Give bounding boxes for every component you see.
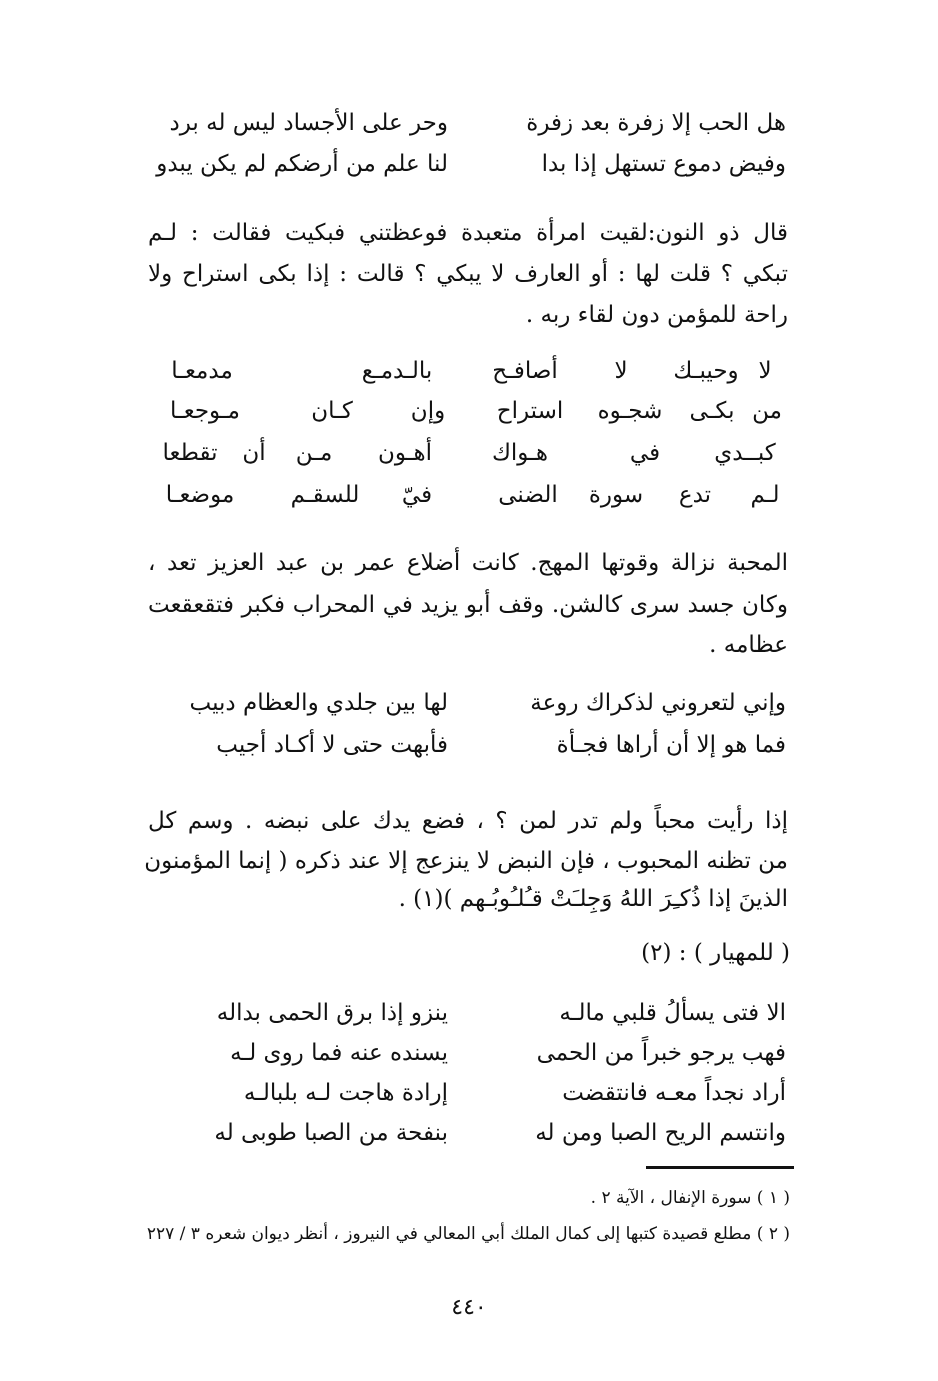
- footnote-2: ( ٢ ) مطلع قصيدة كتبها إلى كمال الملك أبي المعالي في النيروز ، أنظر ديوان شعره ٣ / ٢٢٧: [146, 1224, 790, 1244]
- verse-hemistich: فما هو إلا أن أراها فجـأة: [556, 732, 786, 758]
- verse-word: للسقـم: [290, 482, 360, 508]
- poet-attribution: ( للمهيار ) : (٢): [641, 940, 790, 966]
- verse-word: لا: [758, 358, 772, 384]
- verse-word: كـان: [311, 398, 353, 424]
- verse-word: استراح: [496, 398, 564, 424]
- verse-hemistich: لها بين جلدي والعظام دبيب: [189, 690, 448, 716]
- verse-word: سورة: [588, 482, 644, 508]
- verse-hemistich: ينزو إذا برق الحمى بداله: [216, 1000, 448, 1026]
- verse-hemistich: إرادة هاجت لـه بلبالـه: [243, 1080, 448, 1106]
- prose-line: الذينَ إذا ذُكـِرَ اللهُ وَجِلـَتْ قـُلـُوبُـهم )(١) .: [398, 886, 788, 912]
- verse-hemistich: وانتسم الريح الصبا ومن له: [535, 1120, 786, 1146]
- verse-hemistich: وفيض دموع تستهل إذا بدا: [541, 151, 786, 177]
- prose-line: المحبة نزالة وقوتها المهج. كانت أضلاع عمر بن عبد العزيز تعد ،: [148, 550, 788, 576]
- prose-line: وكان جسد سرى كالشن. وقف أبو يزيد في المحراب فكبر فتقعقعت: [148, 592, 788, 618]
- verse-word: مـن: [295, 440, 333, 466]
- verse-word: لا: [614, 358, 628, 384]
- footnote-separator: [646, 1166, 794, 1169]
- verse-word: في: [629, 440, 661, 466]
- verse-word: شجـوه: [597, 398, 663, 424]
- prose-line: إذا رأيت محباً ولم تدر لمن ؟ ، فضع يدك على نبضه . وسم كل: [148, 808, 788, 834]
- verse-hemistich: لنا علم من أرضكم لم يكن يبدو: [156, 151, 448, 177]
- verse-hemistich: وإني لتعروني لذكراك روعة: [530, 690, 786, 716]
- verse-word: مدمعـا: [171, 358, 233, 384]
- verse-hemistich: الا فتى يسألُ قلبي مالـه: [559, 1000, 786, 1026]
- verse-word: موضعـا: [165, 482, 235, 508]
- verse-word: تدع: [678, 482, 712, 508]
- verse-word: الضنى: [498, 482, 558, 508]
- verse-word: من: [752, 398, 782, 424]
- verse-word: هـواك: [491, 440, 549, 466]
- prose-line: تبكي ؟ قلت لها : أو العارف لا يبكي ؟ قالت : إذا بكى استراح ولا: [148, 261, 788, 287]
- verse-word: وحيبـك: [673, 358, 739, 384]
- verse-word: كبــدي: [714, 440, 776, 466]
- verse-word: بكـى: [689, 398, 735, 424]
- verse-hemistich: أراد نجداً معـه فانتقضت: [562, 1080, 786, 1106]
- verse-hemistich: وحر على الأجساد ليس له برد: [169, 110, 448, 136]
- verse-word: وإن: [410, 398, 446, 424]
- verse-word: أهـون: [377, 440, 433, 466]
- verse-word: مـوجعـا: [170, 398, 240, 424]
- verse-word: تقطعا: [162, 440, 218, 466]
- verse-word: فيّ: [401, 482, 433, 508]
- verse-hemistich: فأبهت حتى لا أكـاد أجيب: [216, 732, 448, 758]
- verse-hemistich: فهب يرجو خبراً من الحمى: [536, 1040, 786, 1066]
- prose-line: راحة للمؤمن دون لقاء ربه .: [525, 302, 788, 328]
- prose-line: عظامه .: [709, 632, 788, 658]
- verse-hemistich: يسنده عنه فما روى لـه: [230, 1040, 448, 1066]
- verse-word: لـم: [750, 482, 780, 508]
- verse-word: أن: [242, 440, 266, 466]
- verse-hemistich: هل الحب إلا زفرة بعد زفرة: [526, 110, 786, 136]
- verse-word: بالـدمـع: [361, 358, 433, 384]
- page-number: ٤٤٠: [451, 1295, 487, 1320]
- footnote-1: ( ١ ) سورة الإنفال ، الآية ٢ .: [590, 1188, 790, 1208]
- verse-hemistich: بنفحة من الصبا طوبى له: [214, 1120, 448, 1146]
- prose-line: من تظنه المحبوب ، فإن النبض لا ينزعج إلا عند ذكره ( إنما المؤمنون: [144, 848, 788, 874]
- verse-word: أصافـح: [492, 358, 558, 384]
- prose-line: قال ذو النون:لقيت امرأة متعبدة فوعظتني فبكيت فقالت : لـم: [148, 220, 788, 246]
